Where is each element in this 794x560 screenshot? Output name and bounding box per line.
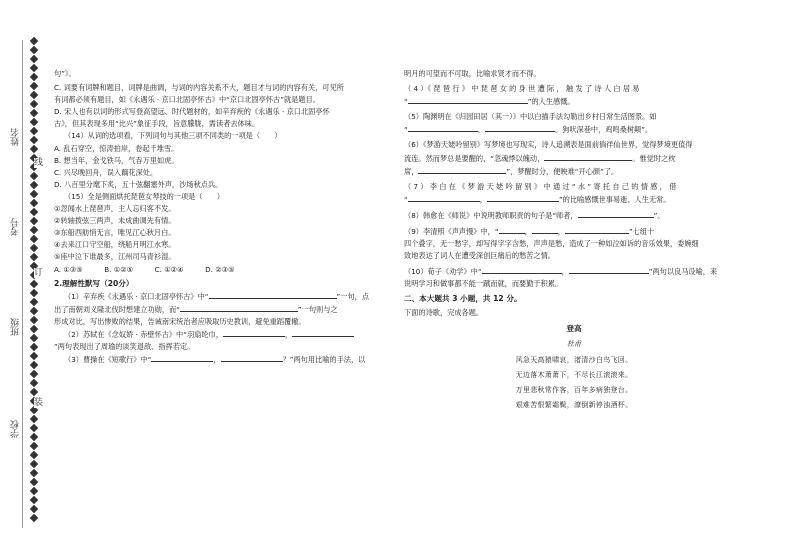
recite-q3-line1 [54,353,390,366]
poem-line: 风急天高猿啸哀，渚清沙白鸟飞回。 [515,355,633,364]
q6-blank-2[interactable] [418,165,506,174]
recite-q2-line1 [54,328,390,341]
q5-blank-2[interactable] [485,123,555,132]
recite-q2-line2: ”两句表现出了周瑜的谈笑退敌、指挥若定。 [54,342,195,352]
binding-diamond [30,253,38,261]
q10-sep: ， [561,267,569,277]
binding-diamond [30,181,38,189]
binding-diamond [30,505,38,513]
q4-blank[interactable] [408,95,528,104]
q9-text: （9）李清照《声声慢》中，“ [404,227,499,237]
binding-diamond [30,433,38,441]
q3-blank-1[interactable] [151,353,213,362]
right-column [404,68,744,414]
binding-diamond [30,118,38,126]
school-label: 学校 [11,420,21,438]
binding-diamond [30,280,38,288]
q15-item-1: ①忽闻水上琵琶声，主人忘归客不发。 [54,204,176,214]
option-c-line2: 有词都必须有题目，如《永遇乐 · 京口北固亭怀古》中“京口北固亭怀古”就是题目。 [54,95,320,105]
recite-q9-line3: 致地表达了词人在遭受深创巨痛后的愁苦之情。 [404,251,555,261]
q5-blank-1[interactable] [408,123,478,132]
poem-line: 无边落木萧萧下，不尽长江滚滚来。 [515,370,633,379]
binding-diamond [30,109,38,117]
binding-diamond [30,145,38,153]
q5-open: “ [404,125,408,135]
poem-intro: 下面的诗歌，完成各题。 [404,307,484,317]
binding-diamond [30,460,38,468]
section-title-recitation: 2.理解性默写（20分） [54,278,134,288]
q3-sep: ， [213,355,221,365]
q14-option-a: A. 乱石穿空，惊涛拍岸，卷起千堆雪。 [54,143,179,153]
binding-diamond [30,352,38,360]
q1-text-2: 出了南朝刘义隆北伐时想建立功勋，而“ [54,304,180,314]
q10-blank-2[interactable] [569,265,649,274]
text-line: 句”》。 [54,69,76,78]
q4-close: ”的人生感慨。 [527,97,575,107]
q10-text-end: ”两句以良马设喻，来 [648,267,718,277]
binding-diamond [30,199,38,207]
q7-open: “ [404,194,408,204]
recite-q9-line1: （9）李清照《声声慢》中，“ ， ， ”七组十 [404,227,655,237]
q5-close: 。狗吠深巷中，鸡鸣桑树颠”。 [554,125,653,135]
q14-option-b: B. 想当年，金戈铁马，气吞万里如虎。 [54,155,179,165]
binding-diamond [30,370,38,378]
binding-diamond [30,388,38,396]
binding-diamond [30,361,38,369]
q3-continuation: 明月的可望而不可取，比喻求贤才而不得。 [404,69,541,78]
recite-q8 [404,209,744,222]
recite-q10-line1 [404,265,744,278]
binding-diamond [30,289,38,297]
recite-q4-line2 [404,95,744,108]
binding-diamond [30,514,38,522]
poem-line: 艰难苦恨繁霜鬓，潦倒新停浊酒杯。 [515,401,633,410]
option-c-line1: C. 词要有词牌和题目，词牌是曲调，与词的内容关系不大，题目才与词的内容有关，可见所 [54,83,344,93]
q7-blank-2[interactable] [487,193,559,202]
question-15: （15）全是侧面烘托琵琶女琴技的一项是（ ） [64,191,225,201]
binding-diamond [30,451,38,459]
binding-diamond [30,55,38,63]
q10-blank-1[interactable] [482,265,562,274]
left-column [54,68,390,366]
q2-sep: ， [284,329,293,339]
binding-diamond [30,37,38,45]
q10-text: （10）荀子《劝学》中“ [404,267,482,277]
recite-q9-line2: 四个叠字，无一愁字，却写得字字含愁，声声是愁，造成了一种如泣如诉的音乐效果，委婉细 [404,239,699,249]
q2-blank-2[interactable] [292,328,354,337]
binding-line [22,40,23,528]
name-label: 姓名 [11,128,21,146]
q15-item-3: ③东船西舫悄无言，唯见江心秋月白。 [54,228,176,238]
recite-q6-line1: （6）《梦游天姥吟留别》写梦境也写现实，诗人追溯表是面前徜徉仙世界，觉得梦境更值得 [404,140,693,150]
recite-q7-line1: （ 7 ） 李 白 在 《 梦 游 天 姥 吟 留 别 》 中 通 过 “ 水 ” 寄 托 自 己 的 情 感 ， 借 [404,181,677,191]
option-d-line1: D. 宋人也有以词的形式写登高望远、时代题材的，如辛弃疾的《永遇乐 · 京口北固亭怀 [54,107,330,117]
q2-text: （2）苏轼在《念奴娇 · 赤壁怀古》中“羽扇纶巾， [64,329,223,339]
binding-diamond [30,82,38,90]
binding-diamond [30,478,38,486]
q9-blank-3[interactable] [565,225,629,234]
binding-diamond [30,73,38,81]
option-d-line2: 古》，但其表现多用“比兴”象征手段，旨意朦胧，需读者去体味。 [54,119,260,129]
seal-char-bind: 装 [34,398,44,408]
recite-q1-line2 [54,303,390,316]
poem-author: 杜甫 [567,339,581,348]
binding-diamond [30,217,38,225]
q6-text-3: 席， [404,166,419,176]
q2-blank-1[interactable] [223,328,285,337]
q6-text-2: 。惟觉时之枕 [632,153,676,163]
poem [404,323,744,412]
binding-diamond-strip [28,38,42,530]
q7-blank-1[interactable] [408,193,480,202]
q1-text: （1）辛弃疾《永遇乐 · 京口北固亭怀古》中“ [64,291,209,301]
recite-q1-line3: 形成对比，写出惨败的结果，告诫南宋统治者应吸取历史教训，避免重蹈覆辙。 [54,316,306,326]
question-14: （14）从词的选项看，下列词句与其他三项不同类的一项是（ ） [64,131,282,141]
recite-q4-line1: （ 4 ）《 琵 琶 行 》 中 琵 琶 女 的 身 世 遭 际 ， 触 发 了 诗 人 白 居 易 [404,84,640,94]
q8-close: ”。 [653,210,665,220]
q9-text-end: ”七组十 [628,227,655,237]
binding-diamond [30,190,38,198]
q5-sep: ， [477,125,485,135]
q3-text: （3）曹操在《短歌行》中“ [64,355,152,365]
q8-blank[interactable] [578,209,654,218]
binding-diamond [30,64,38,72]
q1-text-mid: ”一句，点 [336,291,370,301]
q8-text: （8）韩愈在《师说》中说明教师职责的句子是“师者， [404,210,578,220]
binding-diamond [30,424,38,432]
section-2-title: 二、本大题共 3 小题，共 12 分。 [404,293,522,303]
binding-diamond [30,208,38,216]
binding-diamond [30,127,38,135]
q14-option-c: C. 兴尽晚回舟，误入藕花深处。 [54,167,158,177]
binding-diamond [30,469,38,477]
exam-id-label: 考号 [11,218,21,236]
binding-diamond [30,226,38,234]
recite-q7-line2 [404,193,744,206]
binding-diamond [30,136,38,144]
q1-blank[interactable] [209,290,337,299]
seal-char-order: 订 [34,268,44,278]
binding-diamond [30,415,38,423]
poem-line: 万里悲秋常作客，百年多病独登台。 [515,386,633,395]
q4-open: “ [404,97,408,107]
recite-q5-line2 [404,123,744,136]
q3-text-end: ？”两句用比喻的手法，以 [282,355,366,365]
binding-diamond [30,316,38,324]
binding-diamond [30,298,38,306]
binding-diamond [30,46,38,54]
q1-text-2-end: ”一句则与之 [297,304,338,314]
recite-q10-line2: 说明学习和做事都不能一蹴而就，而要勤于积累。 [404,279,563,289]
binding-diamond [30,487,38,495]
binding-diamond [30,244,38,252]
binding-diamond [30,325,38,333]
binding-diamond [30,235,38,243]
q15-item-4: ④去来江口守空船，绕船月明江水寒。 [54,240,176,250]
recite-q6-line3 [404,165,744,178]
q9-blank-2[interactable] [532,225,558,234]
recite-q6-line2 [404,152,744,165]
q15-options: A. ①③⑤ B. ①②⑤ C. ①②④ D. ②③⑤ [54,264,235,274]
binding-diamond [30,172,38,180]
binding-diamond [30,343,38,351]
binding-diamond [30,334,38,342]
class-label: 班级 [11,318,21,336]
binding-diamond [30,91,38,99]
q6-text: 流连。然而梦总是要醒的，“忽魂悸以魄动， [404,153,545,163]
q7-sep: ， [479,194,487,204]
q15-item-2: ②转轴拨弦三两声，未成曲调先有情。 [54,216,176,226]
binding-diamond [30,496,38,504]
seal-char-line: 线 [34,158,44,168]
binding-diamond [30,307,38,315]
binding-diamond [30,442,38,450]
q14-option-d: D. 八百里分麾下炙，五十弦翻塞外声，沙场秋点兵。 [54,179,223,189]
q6-blank-1[interactable] [544,152,632,161]
q6-text-4: ”，梦醒时分，便映难“开心颜”了。 [506,166,619,176]
recite-q1-line1 [54,290,390,303]
q1-blank-2[interactable] [180,303,298,312]
recite-q5-line1: （5）陶渊明在《归园田居（其一）》中以白描手法勾勒出乡村日常生活图景。如 [404,112,657,122]
q9-blank-1[interactable] [499,225,525,234]
q7-close: ”的比喻感慨世事易逝、人生无常。 [558,194,671,204]
poem-title: 登高 [566,323,582,333]
q3-blank-2[interactable] [221,353,283,362]
q15-item-5: ⑤座中泣下谁最多，江州司马青衫湿。 [54,252,176,262]
binding-diamond [30,100,38,108]
binding-diamond [30,379,38,387]
